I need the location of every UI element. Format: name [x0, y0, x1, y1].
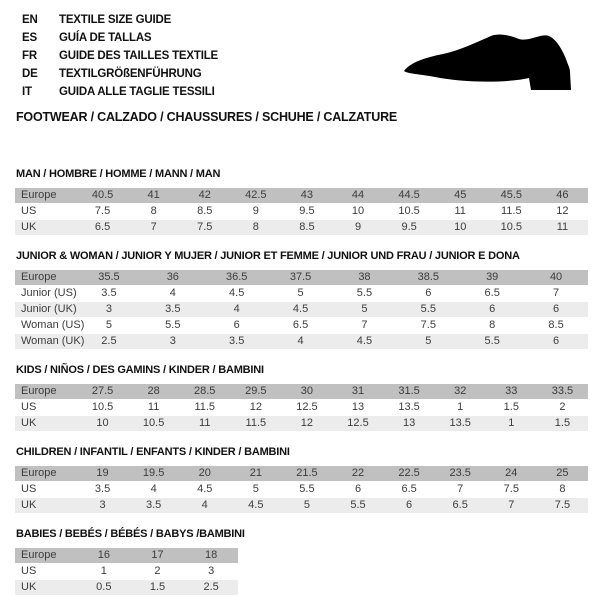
size-cell: 13.5 — [384, 400, 435, 415]
size-cell: 4.5 — [179, 482, 230, 497]
size-cell: 7 — [128, 220, 179, 235]
size-cell: 12.5 — [281, 400, 332, 415]
size-cell: 9 — [230, 204, 281, 219]
size-cell: 12 — [537, 204, 588, 219]
size-cell: 38.5 — [396, 270, 460, 285]
size-cell: 7 — [333, 318, 397, 333]
size-cell: 12.5 — [332, 416, 383, 431]
size-table — [15, 383, 588, 432]
size-cell: 45.5 — [486, 188, 537, 203]
size-cell: 33 — [486, 384, 537, 399]
size-cell: 1 — [486, 416, 537, 431]
table-row — [15, 384, 588, 399]
size-cell: 8 — [128, 204, 179, 219]
size-cell: 9 — [332, 220, 383, 235]
size-cell: 6.5 — [460, 286, 524, 301]
size-cell: 44.5 — [384, 188, 435, 203]
size-cell: 10 — [435, 220, 486, 235]
size-cell: 3 — [77, 498, 128, 513]
size-cell: 40 — [524, 270, 588, 285]
size-cell: 28.5 — [179, 384, 230, 399]
row-label: Junior (US) — [15, 286, 77, 301]
language-label: GUIDA ALLE TAGLIE TESSILI — [59, 86, 215, 98]
size-cell: 36 — [141, 270, 205, 285]
size-cell: 7 — [524, 286, 588, 301]
row-label: US — [15, 482, 77, 497]
table-row — [15, 498, 588, 513]
size-cell: 7.5 — [179, 220, 230, 235]
size-cell: 3.5 — [77, 482, 128, 497]
size-cell: 4.5 — [205, 286, 269, 301]
size-cell: 11 — [537, 220, 588, 235]
size-cell: 35.5 — [77, 270, 141, 285]
size-cell: 4 — [269, 334, 333, 349]
table-row — [15, 188, 588, 203]
size-cell: 5 — [269, 286, 333, 301]
language-code: DE — [22, 68, 38, 80]
table-row — [15, 220, 588, 235]
language-code: FR — [22, 50, 37, 62]
size-cell: 13.5 — [435, 416, 486, 431]
language-code: IT — [22, 86, 32, 98]
size-table — [15, 187, 588, 236]
size-cell: 22 — [332, 466, 383, 481]
size-cell: 36.5 — [205, 270, 269, 285]
size-cell: 1 — [435, 400, 486, 415]
table-row — [15, 466, 588, 481]
size-cell: 6 — [332, 482, 383, 497]
table-row — [15, 580, 238, 595]
size-cell: 4 — [205, 302, 269, 317]
size-cell: 11.5 — [179, 400, 230, 415]
language-row — [22, 13, 218, 31]
size-cell: 42 — [179, 188, 230, 203]
size-cell: 17 — [131, 548, 185, 563]
size-cell: 8 — [230, 220, 281, 235]
row-label: Woman (UK) — [15, 334, 77, 349]
size-cell: 3 — [141, 334, 205, 349]
size-table-title: BABIES / BEBÉS / BÉBÉS / BABYS /BAMBINI — [16, 528, 245, 540]
size-cell: 3.5 — [77, 286, 141, 301]
table-row — [15, 286, 588, 301]
size-cell: 2 — [131, 564, 185, 579]
row-label: US — [15, 400, 77, 415]
size-cell: 6 — [396, 286, 460, 301]
size-cell: 3 — [77, 302, 141, 317]
size-cell: 4 — [141, 286, 205, 301]
size-cell: 7.5 — [486, 482, 537, 497]
size-cell: 9.5 — [384, 220, 435, 235]
size-cell: 41 — [128, 188, 179, 203]
size-cell: 7 — [435, 482, 486, 497]
size-cell: 39 — [460, 270, 524, 285]
size-cell: 11 — [179, 416, 230, 431]
row-label: UK — [15, 220, 77, 235]
language-row — [22, 49, 218, 67]
size-cell: 10.5 — [128, 416, 179, 431]
row-label: US — [15, 564, 77, 579]
dress-shoe-icon — [403, 28, 577, 96]
size-cell: 13 — [384, 416, 435, 431]
language-row — [22, 85, 218, 103]
row-label: Junior (UK) — [15, 302, 77, 317]
size-table — [15, 465, 588, 514]
size-cell: 12 — [281, 416, 332, 431]
size-table-section — [15, 528, 588, 596]
size-cell: 10 — [77, 416, 128, 431]
row-label: Europe — [15, 466, 77, 481]
row-label: Woman (US) — [15, 318, 77, 333]
language-row — [22, 31, 218, 49]
size-cell: 12 — [230, 400, 281, 415]
table-row — [15, 548, 238, 563]
size-cell: 5.5 — [460, 334, 524, 349]
table-row — [15, 416, 588, 431]
size-table-section — [15, 250, 588, 350]
size-cell: 6 — [524, 302, 588, 317]
size-cell: 20 — [179, 466, 230, 481]
size-cell: 5.5 — [281, 482, 332, 497]
size-cell: 42.5 — [230, 188, 281, 203]
size-cell: 2.5 — [184, 580, 238, 595]
size-cell: 28 — [128, 384, 179, 399]
row-label: UK — [15, 416, 77, 431]
table-row — [15, 564, 238, 579]
size-cell: 31.5 — [384, 384, 435, 399]
size-cell: 19.5 — [128, 466, 179, 481]
size-cell: 2.5 — [77, 334, 141, 349]
size-cell: 4.5 — [333, 334, 397, 349]
size-cell: 7 — [486, 498, 537, 513]
size-cell: 11 — [435, 204, 486, 219]
size-cell: 6 — [205, 318, 269, 333]
table-row — [15, 302, 588, 317]
language-code: ES — [22, 32, 37, 44]
size-cell: 21 — [230, 466, 281, 481]
size-cell: 11.5 — [486, 204, 537, 219]
size-cell: 7.5 — [537, 498, 588, 513]
size-cell: 21.5 — [281, 466, 332, 481]
size-cell: 6.5 — [384, 482, 435, 497]
language-list — [22, 13, 218, 103]
table-row — [15, 318, 588, 333]
size-cell: 6.5 — [269, 318, 333, 333]
language-label: TEXTILE SIZE GUIDE — [59, 14, 172, 26]
size-cell: 5 — [333, 302, 397, 317]
size-cell: 6.5 — [435, 498, 486, 513]
size-cell: 3.5 — [141, 302, 205, 317]
size-cell: 45 — [435, 188, 486, 203]
size-cell: 32 — [435, 384, 486, 399]
size-table-title: KIDS / NIÑOS / DES GAMINS / KINDER / BAMBINI — [16, 364, 264, 376]
size-cell: 4 — [128, 482, 179, 497]
row-label: Europe — [15, 188, 77, 203]
size-cell: 10.5 — [77, 400, 128, 415]
size-table-section — [15, 364, 588, 432]
category-title: FOOTWEAR / CALZADO / CHAUSSURES / SCHUHE / CALZATURE — [16, 110, 398, 124]
size-cell: 10.5 — [384, 204, 435, 219]
size-cell: 13 — [332, 400, 383, 415]
size-cell: 5 — [396, 334, 460, 349]
size-cell: 3 — [184, 564, 238, 579]
size-cell: 7.5 — [77, 204, 128, 219]
size-cell: 18 — [184, 548, 238, 563]
row-label: UK — [15, 498, 77, 513]
size-cell: 43 — [281, 188, 332, 203]
size-cell: 11 — [128, 400, 179, 415]
size-cell: 4.5 — [230, 498, 281, 513]
size-table — [15, 547, 238, 596]
size-cell: 11.5 — [230, 416, 281, 431]
size-cell: 23.5 — [435, 466, 486, 481]
size-cell: 4.5 — [269, 302, 333, 317]
size-cell: 3.5 — [128, 498, 179, 513]
size-cell: 16 — [77, 548, 131, 563]
size-table-section — [15, 168, 588, 236]
language-code: EN — [22, 14, 38, 26]
size-cell: 25 — [537, 466, 588, 481]
row-label: UK — [15, 580, 77, 595]
size-cell: 10.5 — [486, 220, 537, 235]
size-cell: 10 — [332, 204, 383, 219]
size-cell: 5.5 — [141, 318, 205, 333]
size-cell: 5 — [230, 482, 281, 497]
size-cell: 30 — [281, 384, 332, 399]
table-row — [15, 482, 588, 497]
size-cell: 7.5 — [396, 318, 460, 333]
language-label: TEXTILGRÖßENFÜHRUNG — [59, 68, 202, 80]
size-cell: 8 — [460, 318, 524, 333]
language-row — [22, 67, 218, 85]
row-label: Europe — [15, 548, 77, 563]
size-cell: 8.5 — [179, 204, 230, 219]
size-cell: 6 — [460, 302, 524, 317]
language-label: GUÍA DE TALLAS — [59, 32, 152, 44]
size-cell: 6.5 — [77, 220, 128, 235]
size-cell: 1.5 — [131, 580, 185, 595]
size-cell: 5.5 — [396, 302, 460, 317]
size-table-title: JUNIOR & WOMAN / JUNIOR Y MUJER / JUNIOR ET FEMME / JUNIOR UND FRAU / JUNIOR E DONA — [16, 250, 520, 262]
size-cell: 8.5 — [281, 220, 332, 235]
size-cell: 5.5 — [333, 286, 397, 301]
size-cell: 27.5 — [77, 384, 128, 399]
size-cell: 1.5 — [537, 416, 588, 431]
size-cell: 22.5 — [384, 466, 435, 481]
size-cell: 0.5 — [77, 580, 131, 595]
size-cell: 24 — [486, 466, 537, 481]
table-row — [15, 400, 588, 415]
language-label: GUIDE DES TAILLES TEXTILE — [59, 50, 218, 62]
size-cell: 2 — [537, 400, 588, 415]
size-cell: 6 — [524, 334, 588, 349]
table-row — [15, 270, 588, 285]
size-cell: 6 — [384, 498, 435, 513]
size-cell: 3.5 — [205, 334, 269, 349]
size-cell: 5.5 — [332, 498, 383, 513]
row-label: US — [15, 204, 77, 219]
size-table — [15, 269, 588, 350]
row-label: Europe — [15, 384, 77, 399]
row-label: Europe — [15, 270, 77, 285]
size-cell: 1 — [77, 564, 131, 579]
table-row — [15, 204, 588, 219]
size-table-title: CHILDREN / INFANTIL / ENFANTS / KINDER / BAMBINI — [16, 446, 290, 458]
size-cell: 1.5 — [486, 400, 537, 415]
size-cell: 5 — [77, 318, 141, 333]
size-cell: 40.5 — [77, 188, 128, 203]
size-cell: 8 — [537, 482, 588, 497]
size-table-section — [15, 446, 588, 514]
size-cell: 5 — [281, 498, 332, 513]
size-cell: 44 — [332, 188, 383, 203]
size-cell: 37.5 — [269, 270, 333, 285]
size-cell: 33.5 — [537, 384, 588, 399]
size-cell: 46 — [537, 188, 588, 203]
size-cell: 8.5 — [524, 318, 588, 333]
size-cell: 9.5 — [281, 204, 332, 219]
size-cell: 29.5 — [230, 384, 281, 399]
size-tables — [15, 168, 588, 596]
size-table-title: MAN / HOMBRE / HOMME / MANN / MAN — [16, 168, 221, 180]
size-cell: 38 — [333, 270, 397, 285]
size-cell: 19 — [77, 466, 128, 481]
size-cell: 31 — [332, 384, 383, 399]
size-cell: 4 — [179, 498, 230, 513]
table-row — [15, 334, 588, 349]
